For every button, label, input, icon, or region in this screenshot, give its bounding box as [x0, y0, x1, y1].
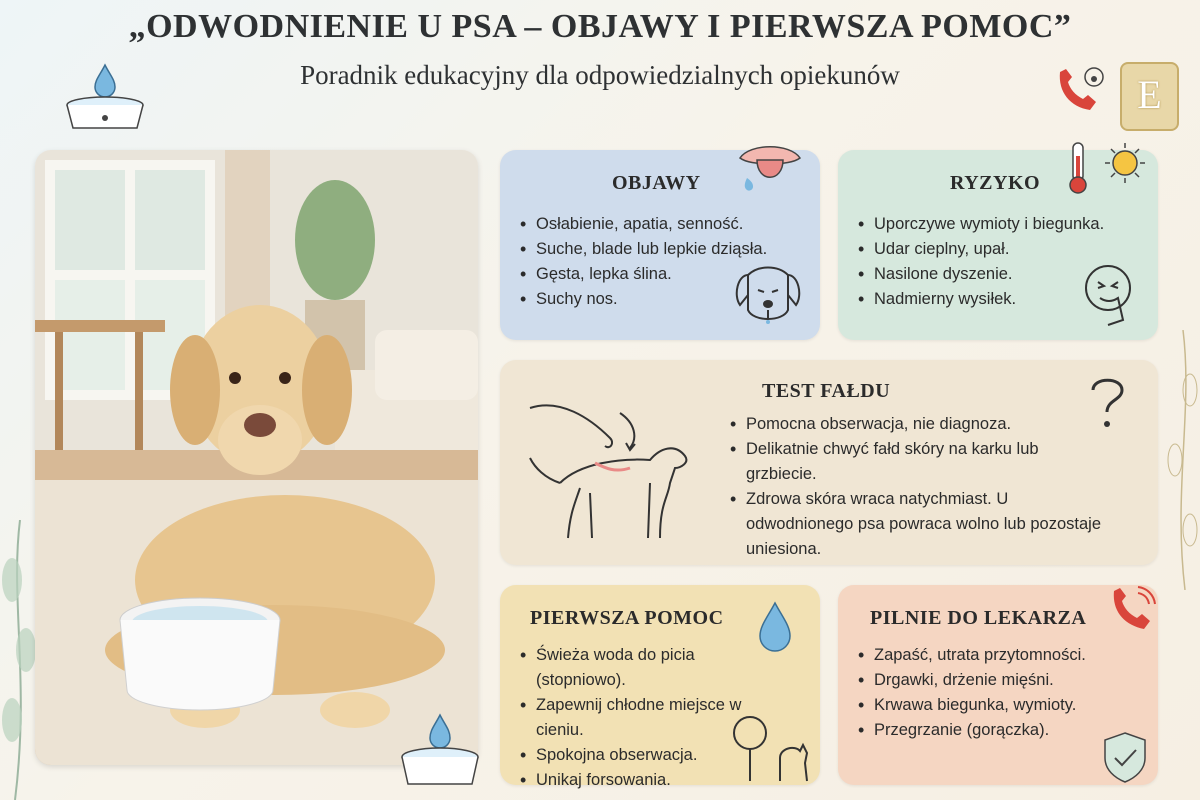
- thermometer-sun-icon: [1063, 138, 1153, 198]
- page-subtitle: Poradnik edukacyjny dla odpowiedzialnych opiekunów: [300, 60, 900, 90]
- list-item: • Zdrowa skóra wraca natychmiast. U odwodnionego psa powraca wolno lub pozostaje uniesiona.: [728, 487, 1108, 562]
- skin-fold-test-icon: [520, 388, 710, 548]
- phone-ringing-icon: [1108, 585, 1156, 635]
- leaf-decoration-right: [1165, 330, 1200, 590]
- card-pl-title: PILNIE DO LEKARZA: [870, 607, 1087, 629]
- card-test-faldu: [500, 360, 1158, 565]
- tired-dog-icon: [728, 260, 808, 335]
- list-item: • Udar cieplny, upał.: [856, 237, 1156, 262]
- card-ryzyko-title: RYZYKO: [950, 172, 1041, 194]
- vomit-face-icon: [1078, 260, 1143, 330]
- card-objawy: [500, 150, 820, 340]
- list-item: • Suche, blade lub lepkie dziąsła.: [518, 237, 818, 262]
- list-item: • Unikaj forsowania.: [518, 768, 788, 793]
- list-item: • Spokojna obserwacja.: [518, 743, 788, 768]
- card-objawy-title: OBJAWY: [612, 172, 701, 194]
- list-item: • Pomocna obserwacja, nie diagnoza.: [728, 412, 1108, 437]
- page-title: „ODWODNIENIE U PSA – OBJAWY I PIERWSZA POMOC”: [128, 8, 1072, 45]
- water-drop-icon: [755, 600, 795, 655]
- brand-logo-letter: E: [1137, 72, 1162, 117]
- card-pp-title: PIERWSZA POMOC: [530, 607, 724, 629]
- dog-photo: [35, 150, 478, 765]
- shield-check-icon: [1100, 730, 1150, 785]
- list-item: • Osłabienie, apatia, senność.: [518, 212, 818, 237]
- leaf-decoration-left: [0, 520, 40, 800]
- list-item: • Drgawki, drżenie mięśni.: [856, 668, 1146, 693]
- shade-tree-dog-icon: [725, 713, 815, 783]
- list-item: • Krwawa biegunka, wymioty.: [856, 693, 1146, 718]
- dry-tongue-icon: [735, 138, 805, 198]
- list-item: • Przegrzanie (gorączka).: [856, 718, 1146, 743]
- list-item: • Uporczywe wymioty i biegunka.: [856, 212, 1156, 237]
- list-item: • Świeża woda do picia (stopniowo).: [518, 643, 788, 693]
- list-item: • Nasilone dyszenie.: [856, 262, 1156, 287]
- card-pl-list: [856, 643, 1146, 743]
- card-pierwsza-pomoc: [500, 585, 820, 789]
- card-test-title: TEST FAŁDU: [762, 380, 891, 402]
- card-pilnie-do-lekarza: [838, 585, 1158, 785]
- list-item: • Zapaść, utrata przytomności.: [856, 643, 1146, 668]
- card-ryzyko: [838, 150, 1158, 340]
- list-item: • Delikatnie chwyć fałd skóry na karku lub grzbiecie.: [728, 437, 1108, 487]
- water-bowl-icon: [395, 712, 485, 792]
- list-item: • Gęsta, lepka ślina.: [518, 262, 818, 287]
- list-item: • Suchy nos.: [518, 287, 818, 312]
- card-test-list: [728, 412, 1108, 562]
- list-item: • Zapewnij chłodne miejsce w cieniu.: [518, 693, 788, 743]
- list-item: • Nadmierny wysiłek.: [856, 287, 1156, 312]
- question-mark-icon: [1085, 372, 1130, 432]
